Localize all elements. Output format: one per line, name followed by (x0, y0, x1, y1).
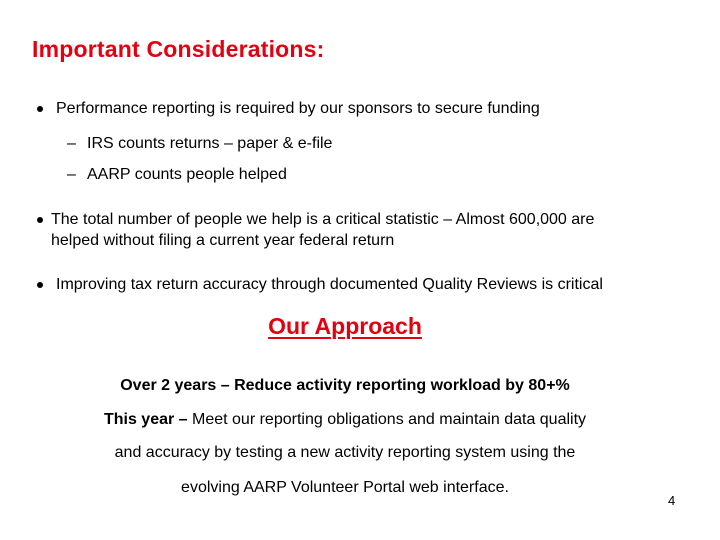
this-year-label: This year – (103, 411, 188, 428)
approach-line-this-year (0, 410, 690, 430)
bullet-icon (37, 106, 43, 112)
slide-title: Important Considerations: (32, 36, 325, 62)
dash-icon: – (67, 135, 76, 152)
bullet-text-line2: helped without filing a current year federal return (51, 232, 395, 249)
bullet-text: Improving tax return accuracy through documented Quality Reviews is critical (56, 276, 603, 293)
bullet-icon (37, 217, 43, 223)
dash-icon: – (67, 166, 76, 183)
bullet-icon (37, 282, 43, 288)
bullet-text-line1: The total number of people we help is a critical statistic – Almost 600,000 are (51, 211, 595, 228)
this-year-text: Meet our reporting obligations and maintain data quality (187, 411, 587, 428)
approach-line-portal: evolving AARP Volunteer Portal web interface. (181, 479, 509, 496)
bullet-text: Performance reporting is required by our sponsors to secure funding (56, 100, 540, 117)
page-number: 4 (668, 493, 676, 508)
sub-item-text: IRS counts returns – paper & e-file (87, 135, 333, 152)
approach-heading: Our Approach (268, 313, 422, 339)
approach-line-over-2-years: Over 2 years – Reduce activity reporting workload by 80+% (120, 377, 570, 394)
sub-item-text: AARP counts people helped (87, 166, 287, 183)
approach-line-accuracy: and accuracy by testing a new activity reporting system using the (114, 444, 576, 461)
